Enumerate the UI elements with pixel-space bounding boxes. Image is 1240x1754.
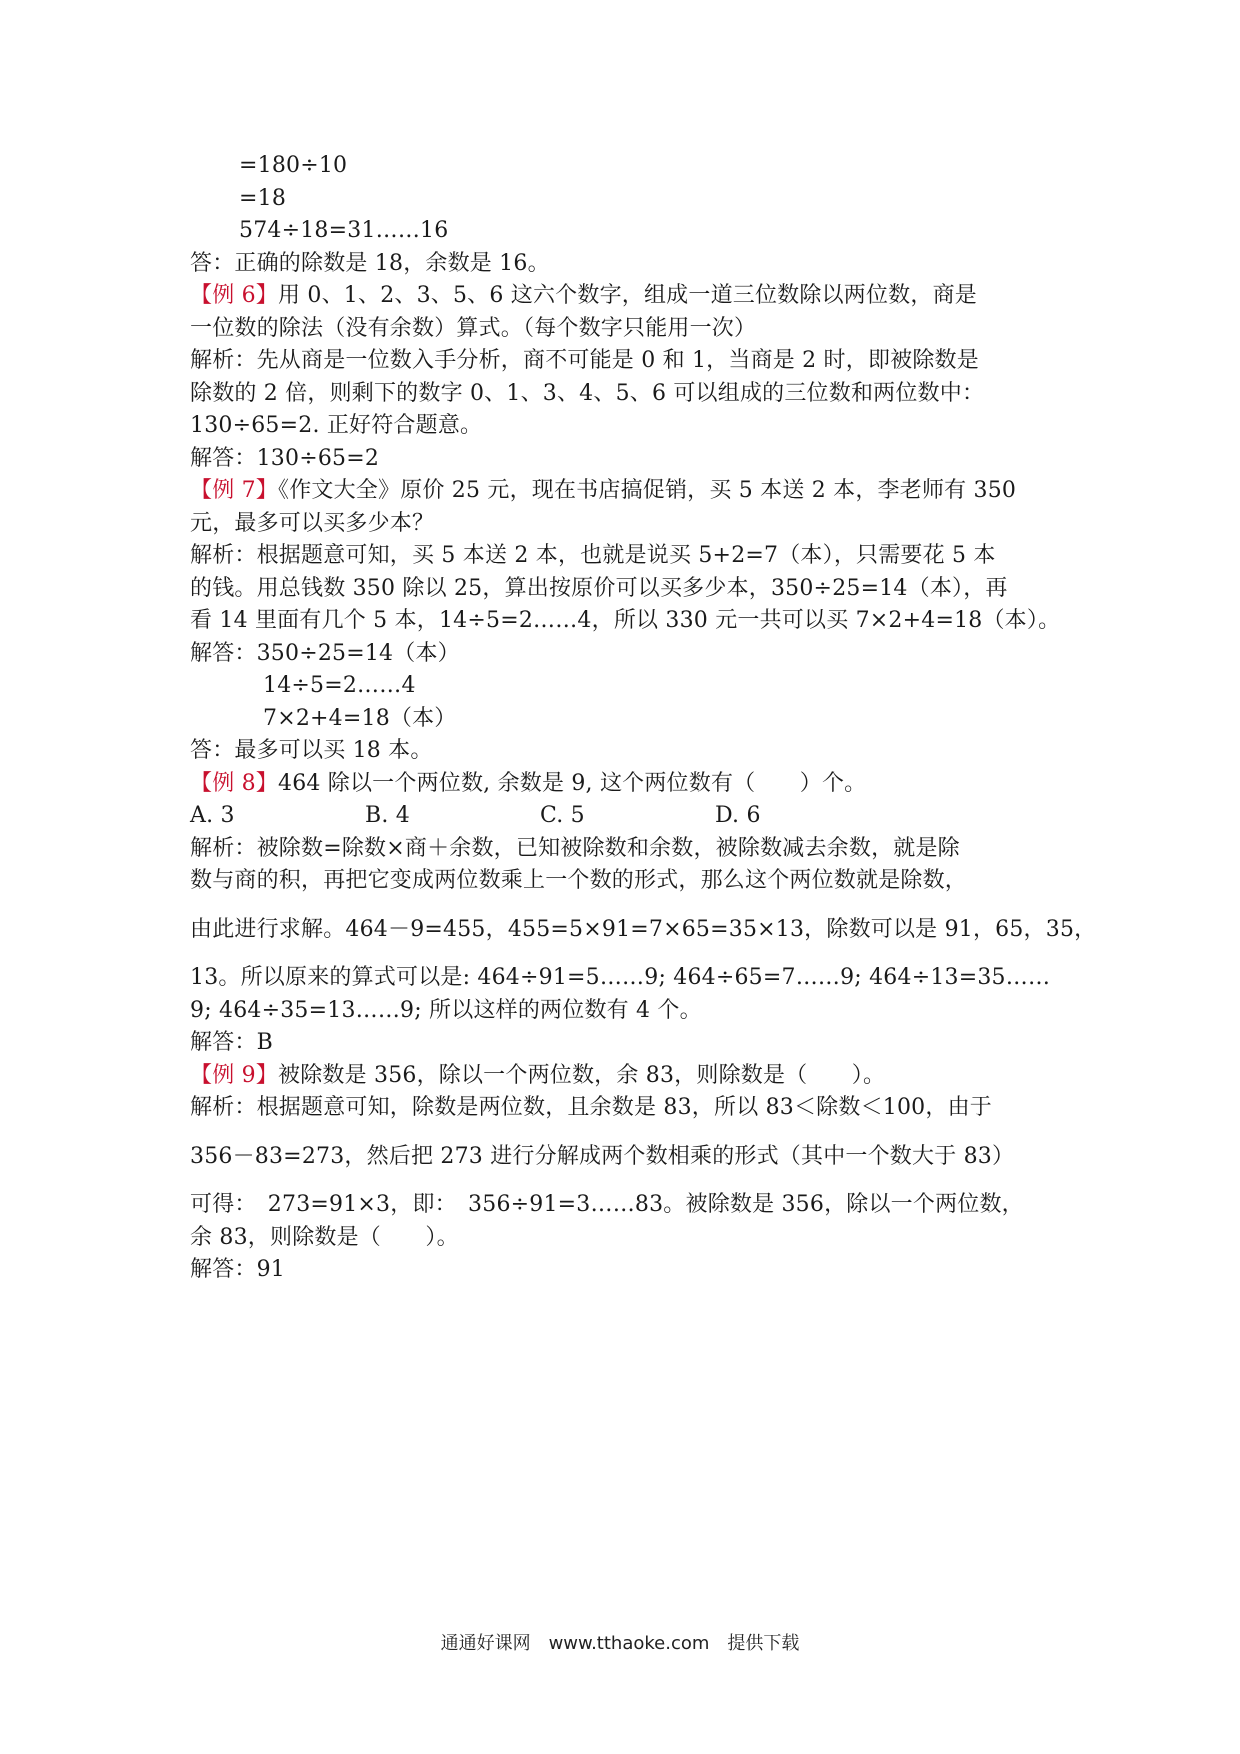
- analysis-text: 数与商的积，再把它变成两位数乘上一个数的形式，那么这个两位数就是除数，: [190, 868, 968, 893]
- example-6-question: [190, 280, 1062, 313]
- page-footer: 通通好课网 www.tthaoke.com 提供下载: [440, 1633, 800, 1654]
- choice-d: D. 6: [715, 803, 761, 828]
- answer-line: 答：正确的除数是 18，余数是 16。: [190, 250, 550, 276]
- calc-line: 574÷18=31……16: [239, 218, 449, 243]
- answer-line: 7×2+4=18（本）: [263, 705, 457, 731]
- analysis-text: 可得： 273=91×3，即： 356÷91=3……83。被除数是 356，除以一个两位数，: [190, 1192, 1024, 1217]
- answer-line: 解答：130÷65=2: [190, 445, 380, 471]
- analysis-text: 看 14 里面有几个 5 本，14÷5=2……4，所以 330 元一共可以买 7×2+4=18（本）。: [190, 608, 1061, 633]
- analysis-text: 9; 464÷35=13……9; 所以这样的两位数有 4 个。: [190, 997, 702, 1023]
- calc-line: =18: [239, 185, 287, 211]
- analysis-text: 解析：根据题意可知，除数是两位数，且余数是 83，所以 83＜除数＜100，由于: [190, 1095, 992, 1120]
- example-8-tag: 【例 8】: [190, 770, 278, 796]
- analysis-text: 除数的 2 倍，则剩下的数字 0、1、3、4、5、6 可以组成的三位数和两位数中：: [190, 380, 985, 406]
- example-7-question: [190, 475, 1062, 508]
- analysis-text: 解析：先从商是一位数入手分析，商不可能是 0 和 1，当商是 2 时，即被除数是: [190, 348, 979, 373]
- analysis-text: 的钱。用总钱数 350 除以 25，算出按原价可以买多少本，350÷25=14（本），再: [190, 575, 1008, 601]
- analysis-text: 解析：根据题意可知，买 5 本送 2 本，也就是说买 5+2=7（本），只需要花 5 本: [190, 543, 996, 568]
- question-text: 《作文大全》原价 25 元，现在书店搞促销，买 5 本送 2 本，李老师有 350: [278, 478, 1017, 503]
- question-text: 464 除以一个两位数, 余数是 9, 这个两位数有（ ）个。: [278, 770, 867, 796]
- answer-line: 解答：350÷25=14（本）: [190, 640, 460, 666]
- analysis-text: 13。所以原来的算式可以是: 464÷91=5……9; 464÷65=7……9; 464÷13=35……: [190, 965, 1051, 990]
- calc-line: =180÷10: [239, 153, 348, 178]
- choice-a: A. 3: [190, 803, 235, 828]
- answer-line: 答：最多可以买 18 本。: [190, 738, 433, 763]
- document-body: [190, 150, 1097, 1287]
- question-text: 一位数的除法（没有余数）算式。（每个数字只能用一次）: [190, 315, 757, 341]
- example-8-question: [190, 768, 1062, 801]
- analysis-text: 解析：被除数=除数×商＋余数，已知被除数和余数，被除数减去余数，就是除: [190, 835, 960, 861]
- choice-b: B. 4: [365, 803, 410, 828]
- question-text: 元，最多可以买多少本？: [190, 510, 435, 536]
- answer-line: 解答：B: [190, 1030, 273, 1055]
- analysis-text: 356－83=273，然后把 273 进行分解成两个数相乘的形式（其中一个数大于 83）: [190, 1143, 1015, 1169]
- analysis-text: 130÷65=2. 正好符合题意。: [190, 413, 483, 438]
- choice-c: C. 5: [540, 803, 585, 828]
- example-6-tag: 【例 6】: [190, 283, 278, 308]
- example-9-question: [190, 1060, 1062, 1093]
- answer-line: 解答：91: [190, 1257, 285, 1282]
- answer-line: 14÷5=2……4: [263, 673, 416, 698]
- question-text: 被除数是 356，除以一个两位数，余 83，则除数是（ ）。: [278, 1062, 886, 1088]
- example-7-tag: 【例 7】: [190, 478, 278, 503]
- question-text: 用 0、1、2、3、5、6 这六个数字，组成一道三位数除以两位数，商是: [278, 283, 977, 308]
- choice-list: [190, 800, 1062, 833]
- example-9-tag: 【例 9】: [190, 1062, 278, 1088]
- analysis-text: 由此进行求解。464－9=455，455=5×91=7×65=35×13，除数可以是 91，65，35，: [190, 916, 1097, 942]
- analysis-text: 余 83，则除数是（ ）。: [190, 1224, 459, 1250]
